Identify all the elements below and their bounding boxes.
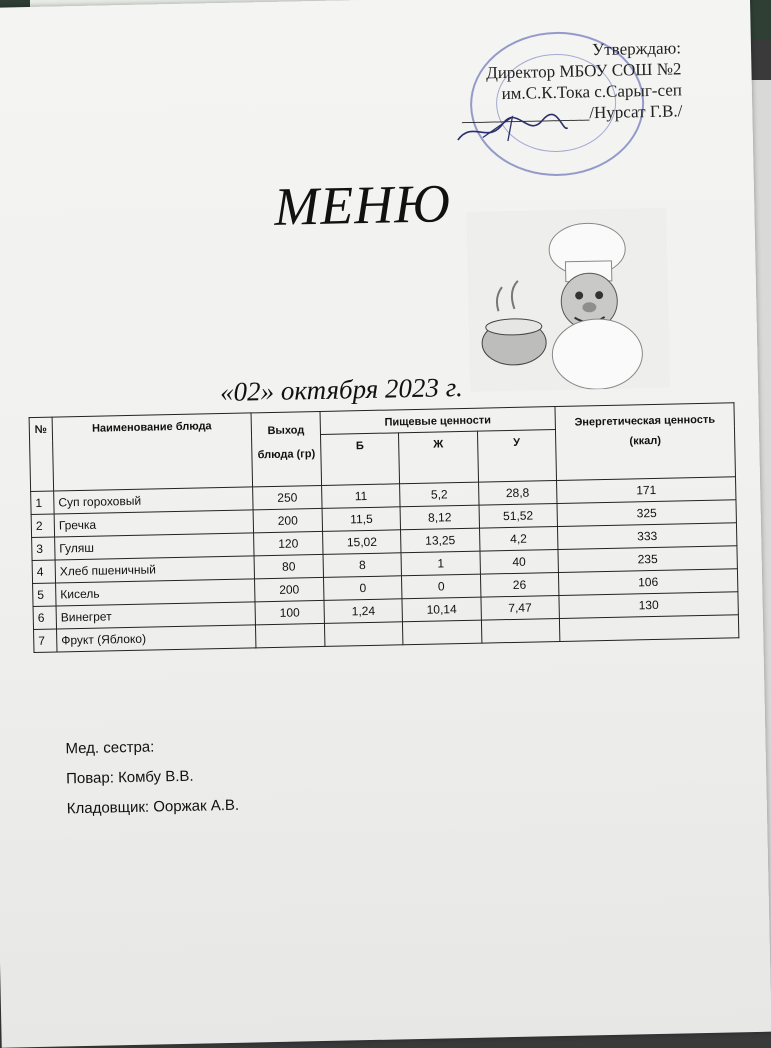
cell-b [324,622,403,647]
cell-name: Хлеб пшеничный [55,556,254,583]
cell-name: Кисель [56,579,255,606]
cell-num: 2 [31,514,54,537]
approval-line-3: им.С.К.Тока с.Сарыг-сеп [501,80,683,104]
cell-b: 15,02 [323,530,402,555]
cell-num: 7 [34,629,57,652]
cell-u: 40 [480,550,559,575]
cell-zh: 0 [402,574,481,599]
cell-kcal: 106 [558,569,737,596]
chef-illustration [466,208,670,392]
cell-kcal: 171 [557,477,736,504]
cell-b: 8 [323,553,402,578]
header-energy: Энергетическая ценность (ккал) [555,403,736,481]
staff-signatures [65,731,239,825]
cell-name: Винегрет [56,602,255,629]
cell-yield: 120 [254,531,323,555]
cell-yield: 200 [255,577,324,601]
menu-date: «02» октября 2023 г. [219,371,463,408]
cell-kcal: 325 [557,500,736,527]
approval-line-4: _______________/Нурсат Г.В./ [461,101,683,125]
cell-kcal: 235 [558,546,737,573]
cell-num: 3 [32,537,55,560]
storekeeper-label: Кладовщик: Ооржак А.В. [66,796,240,818]
cook-label: Повар: Комбу В.В. [65,767,194,788]
cell-b: 0 [324,576,403,601]
cell-u: 26 [480,573,559,598]
cell-zh: 13,25 [401,528,480,553]
cell-b: 11,5 [322,507,401,532]
cell-u: 4,2 [479,527,558,552]
header-yield: Выход блюда (гр) [251,411,322,486]
header-name: Наименование блюда [52,413,253,491]
cell-kcal: 130 [559,592,738,619]
signature [452,108,573,151]
cell-zh: 1 [401,551,480,576]
cell-zh: 10,14 [402,597,481,622]
cell-zh: 5,2 [400,482,479,507]
menu-table [29,402,740,653]
approval-line-2: Директор МБОУ СОШ №2 [485,59,682,83]
cell-zh [403,620,482,645]
cell-b: 1,24 [324,599,403,624]
cell-yield [255,623,324,647]
cell-name: Гуляш [55,533,254,560]
cell-num: 6 [33,606,56,629]
header-u: У [477,430,556,483]
cell-yield: 200 [253,508,322,532]
cell-u: 51,52 [479,504,558,529]
approval-line-1: Утверждаю: [591,38,682,60]
cell-u [481,618,560,643]
cell-u: 7,47 [481,596,560,621]
cell-b: 11 [322,484,401,509]
page-title: МЕНЮ [273,173,452,237]
cell-zh: 8,12 [400,505,479,530]
header-b: Б [321,433,400,486]
cell-yield: 100 [255,600,324,624]
cell-yield: 80 [254,554,323,578]
cell-yield: 250 [253,485,322,509]
cell-kcal [559,615,738,642]
cell-u: 28,8 [478,481,557,506]
cell-kcal: 333 [557,523,736,550]
header-nutrition: Пищевые ценности [320,407,555,435]
nurse-label: Мед. сестра: [65,738,155,758]
header-zh: Ж [399,431,478,484]
header-num: № [29,417,54,491]
cell-num: 1 [31,491,54,514]
cell-num: 4 [32,560,55,583]
cell-num: 5 [33,583,56,606]
cell-name: Суп гороховый [54,487,253,514]
cell-name: Фрукт (Яблоко) [57,625,256,652]
cell-name: Гречка [54,510,253,537]
